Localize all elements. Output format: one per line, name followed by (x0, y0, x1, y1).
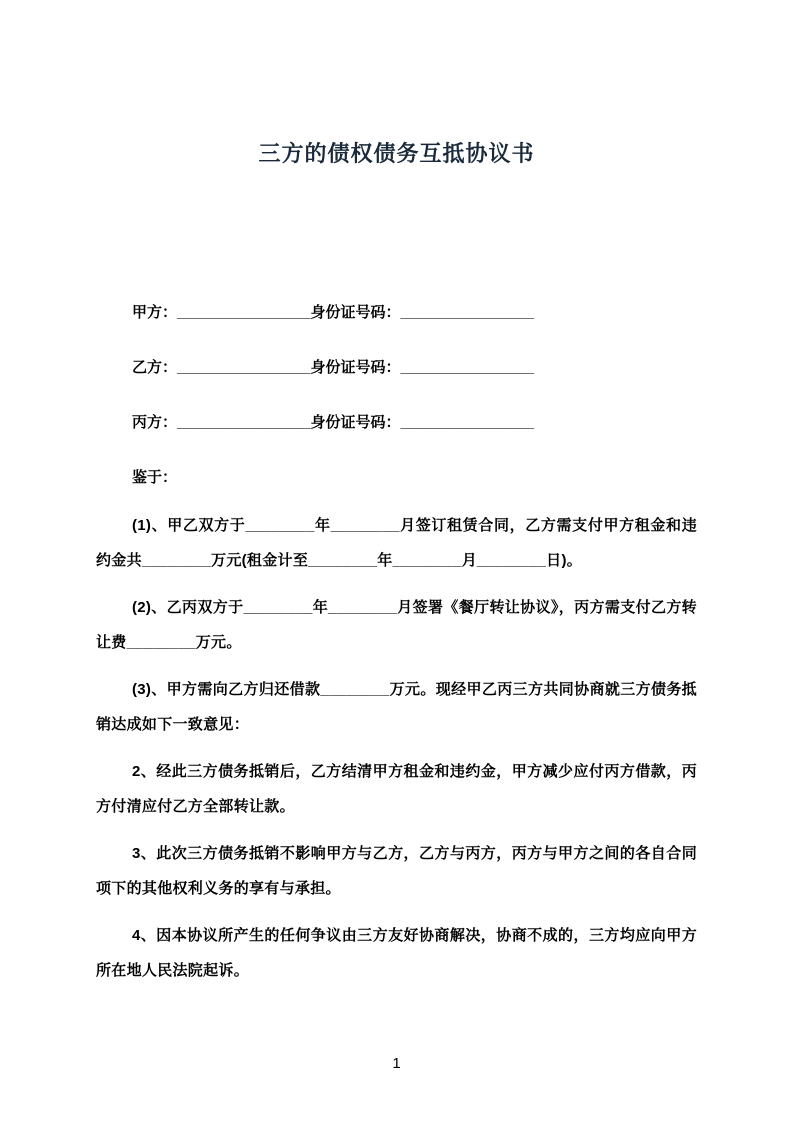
paragraph-term-4: 4、因本协议所产生的任何争议由三方友好协商解决，协商不成的，三方均应向甲方所在地人民法院起诉。 (96, 927, 697, 979)
party-info-section (96, 295, 697, 441)
party-line-yi: 乙方：________________身份证号码：________________ (132, 359, 534, 376)
paragraph-term-3: 3、此次三方债务抵销不影响甲方与乙方，乙方与丙方，丙方与甲方之间的各自合同项下的其他权利义务的享有与承担。 (96, 845, 697, 897)
party-line-jia: 甲方：________________身份证号码：________________ (132, 304, 534, 321)
party-line-bing: 丙方：________________身份证号码：________________ (132, 414, 534, 431)
paragraph-clause-3: (3)、甲方需向乙方归还借款________万元。现经甲乙丙三方共同协商就三方债务抵销达成如下一致意见： (96, 681, 697, 733)
page-number: 1 (392, 1055, 401, 1072)
paragraph-clause-2: (2)、乙丙双方于________年________月签署《餐厅转让协议》，丙方需支付乙方转让费________万元。 (96, 599, 697, 651)
paragraph-clause-1: (1)、甲乙双方于________年________月签订租赁合同，乙方需支付甲方租金和违约金共________万元(租金计至________年________月________日)。 (96, 517, 697, 569)
paragraph-term-2: 2、经此三方债务抵销后，乙方结清甲方租金和违约金，甲方减少应付丙方借款，丙方付清应付乙方全部转让款。 (96, 763, 697, 815)
whereas-label: 鉴于： (132, 469, 178, 486)
document-title: 三方的债权债务互抵协议书 (258, 141, 535, 166)
